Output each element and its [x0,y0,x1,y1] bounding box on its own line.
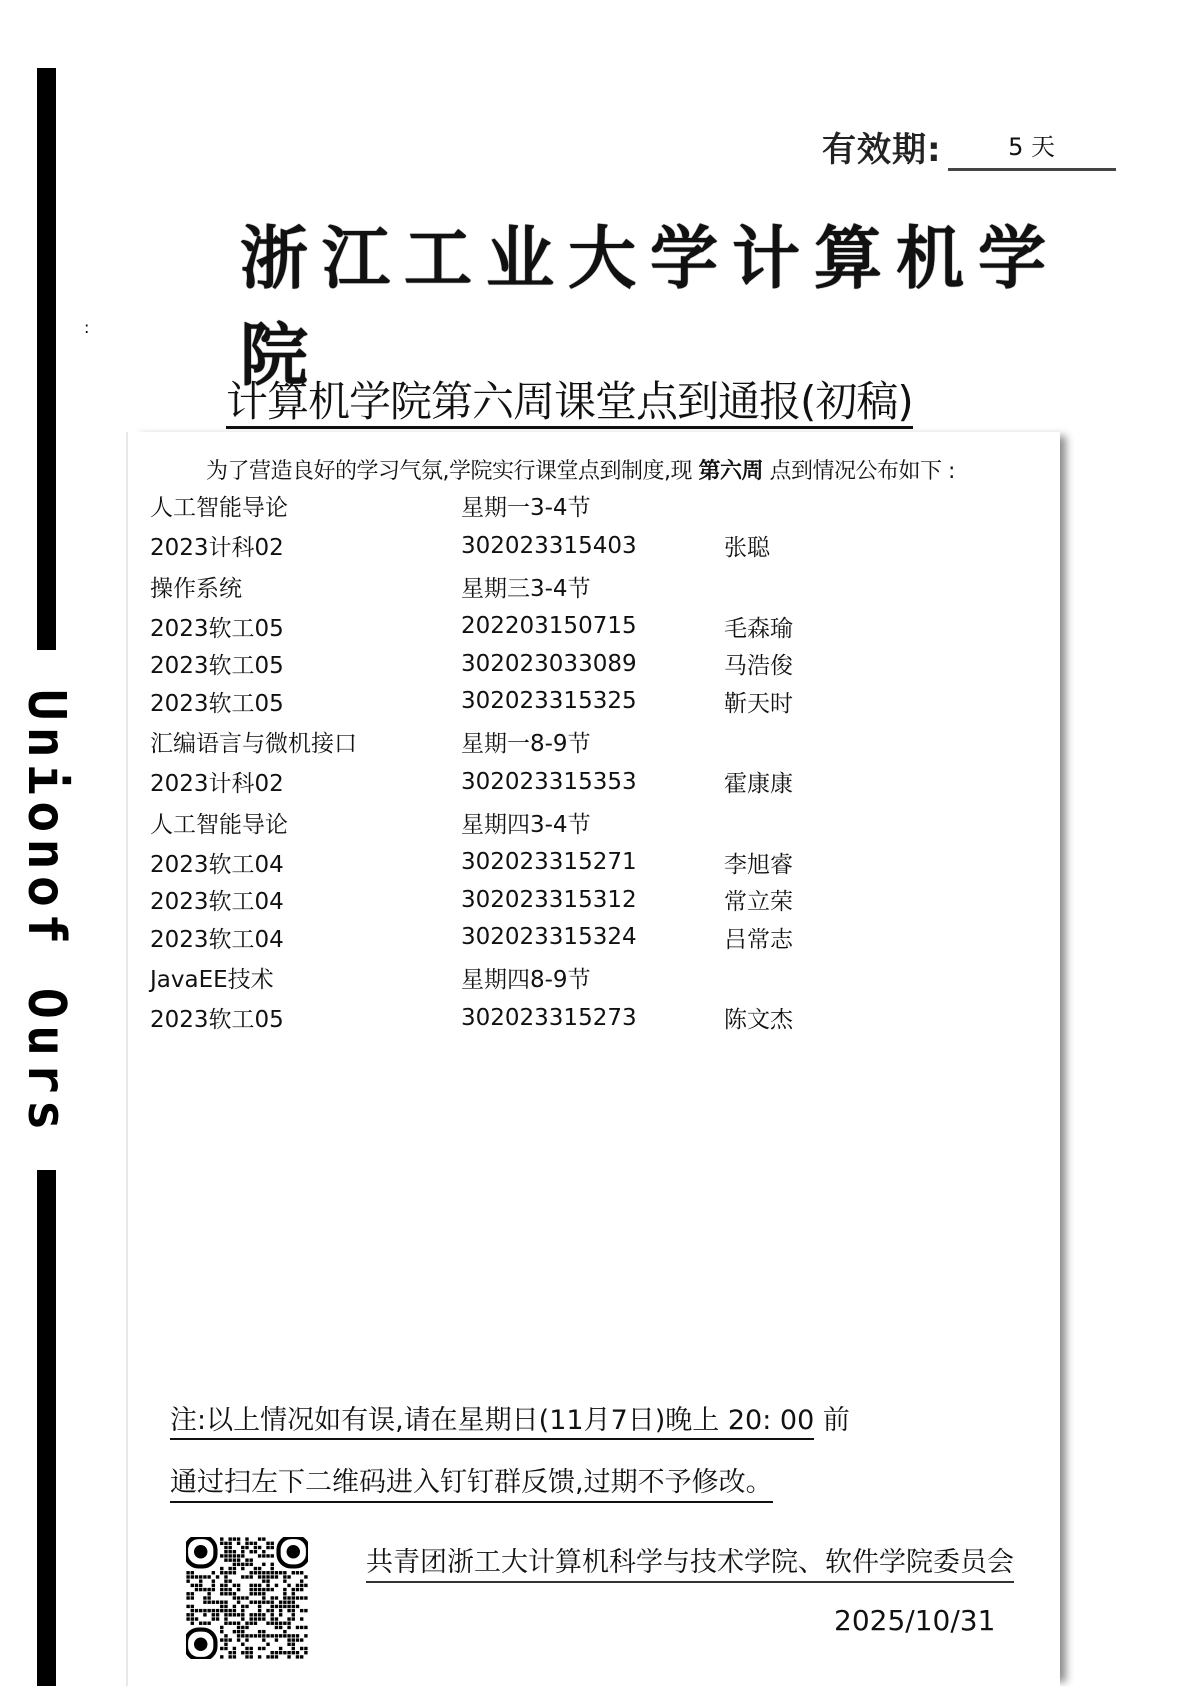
organization-name: 共青团浙工大计算机科学与技术学院、软件学院委员会 [366,1540,1014,1583]
note-line-1 [170,1398,850,1437]
student-class: 2023计科02 [150,771,284,798]
school-title: 浙江工业大学计算机学院 [240,220,1061,396]
course-header-row [150,565,1030,608]
student-class: 2023软工04 [150,926,284,953]
student-row [150,683,1030,721]
notice-panel [126,432,1060,1686]
student-class: 2023软工05 [150,1007,284,1034]
student-class: 2023软工04 [150,889,284,916]
student-id: 302023315271 [461,849,637,876]
course-name: 人工智能导论 [150,495,288,521]
student-class: 2023软工05 [150,690,284,717]
student-name: 霍康康 [724,771,793,798]
course-time: 星期一3-4节 [461,495,591,521]
issue-date: 2025/10/31 [834,1604,996,1637]
student-row [150,919,1030,957]
side-brand-text: Unionof Ours [16,689,76,1137]
student-class: 2023计科02 [150,535,284,562]
student-id: 302023315325 [461,688,637,715]
student-name: 常立荣 [724,889,793,916]
student-id: 302023315273 [461,1004,637,1031]
course-name: 人工智能导论 [150,811,288,838]
student-row [150,881,1030,919]
note-line-1-tail: 前 [814,1405,850,1436]
validity-period [822,122,1116,171]
student-id: 202203150715 [461,613,637,640]
student-class: 2023软工04 [150,851,284,878]
course-time: 星期四8-9节 [461,967,591,993]
student-name: 陈文杰 [724,1007,793,1034]
course-header-row [150,484,1030,527]
course-header-row [150,801,1030,844]
student-row [150,999,1030,1037]
student-row [150,763,1030,801]
student-row [150,844,1030,882]
course-name: JavaEE技术 [150,967,274,993]
student-name: 李旭睿 [724,851,793,878]
side-decor-bar-bottom [37,1170,56,1686]
student-name: 靳天时 [724,690,793,717]
student-name: 吕常志 [724,926,793,953]
student-id: 302023033089 [461,650,637,677]
student-id: 302023315353 [461,768,637,795]
course-time: 星期四3-4节 [461,811,591,838]
course-name: 汇编语言与微机接口 [150,731,357,757]
course-header-row [150,720,1030,763]
intro-suffix: 点到情况公布如下 : [763,459,955,484]
student-id: 302023315324 [461,924,637,951]
student-row [150,645,1030,683]
intro-week: 第六周 [698,459,763,484]
student-class: 2023软工05 [150,653,284,680]
student-name: 毛森瑜 [724,615,793,642]
side-decor-bar-top [37,68,56,650]
note-line-1-text: 注:以上情况如有误,请在星期日(11月7日)晚上 20: 00 [170,1405,814,1440]
course-name: 操作系统 [150,575,242,602]
course-header-row [150,956,1030,999]
student-name: 马浩俊 [724,653,793,680]
student-row [150,527,1030,565]
intro-prefix: 为了营造良好的学习气氛,学院实行课堂点到制度,现 [206,459,699,484]
student-id: 302023315403 [461,532,637,559]
qr-code-icon[interactable] [186,1537,308,1659]
validity-label: 有效期: [822,130,942,170]
validity-value: 5 天 [948,127,1116,171]
student-row [150,608,1030,646]
side-brand [6,668,86,1158]
stray-colon-mark: : [84,318,90,337]
notice-title: 计算机学院第六周课堂点到通报(初稿) [226,378,913,429]
course-time: 星期三3-4节 [461,575,591,602]
student-class: 2023软工05 [150,615,284,642]
attendance-records [150,484,1030,1037]
course-time: 星期一8-9节 [461,731,591,757]
student-name: 张聪 [724,535,770,562]
student-id: 302023315312 [461,886,637,913]
intro-paragraph [206,454,955,485]
note-line-2: 通过扫左下二维码进入钉钉群反馈,过期不予修改。 [170,1460,773,1503]
